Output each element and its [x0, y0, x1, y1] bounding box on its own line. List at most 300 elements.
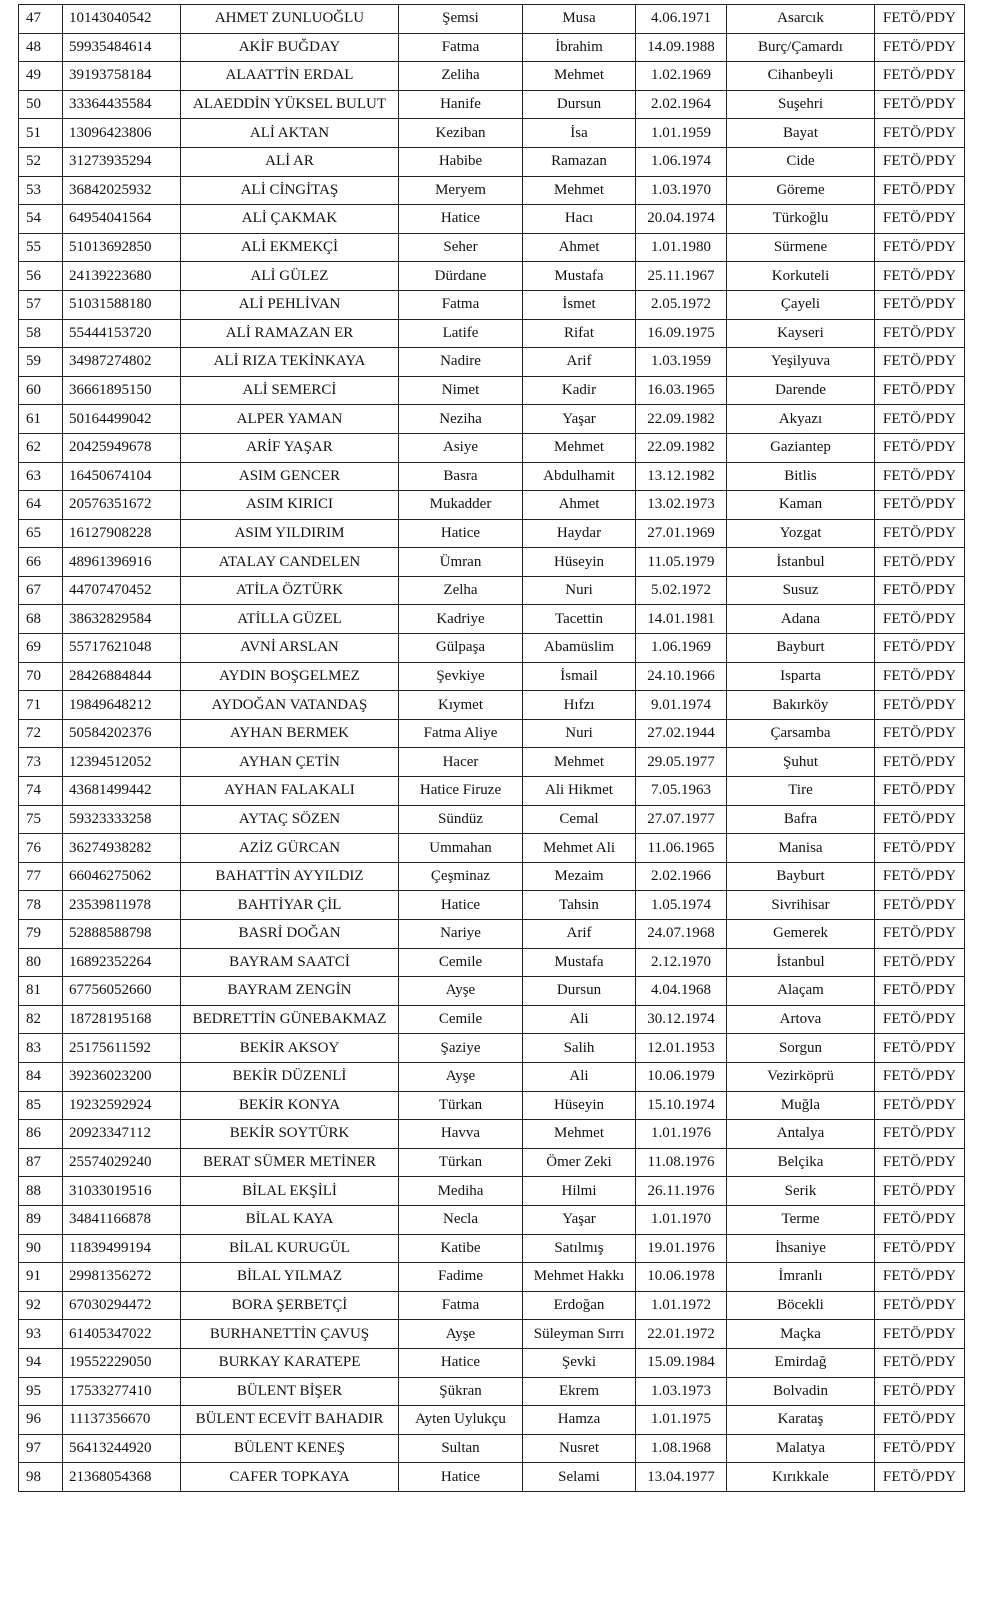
birth-place-cell: Sürmene	[727, 233, 875, 262]
organization-cell: FETÖ/PDY	[875, 119, 965, 148]
table-row	[19, 462, 965, 491]
mother-name-cell: Türkan	[399, 1148, 523, 1177]
birth-place-cell: İhsaniye	[727, 1234, 875, 1263]
row-number-cell: 56	[19, 262, 63, 291]
mother-name-cell: Havva	[399, 1120, 523, 1149]
birth-place-cell: Burç/Çamardı	[727, 33, 875, 62]
organization-cell: FETÖ/PDY	[875, 433, 965, 462]
full-name-cell: ATALAY CANDELEN	[181, 548, 399, 577]
mother-name-cell: Hatice Firuze	[399, 777, 523, 806]
birth-date-cell: 4.04.1968	[636, 977, 727, 1006]
row-number-cell: 54	[19, 205, 63, 234]
table-row	[19, 491, 965, 520]
id-number-cell: 24139223680	[63, 262, 181, 291]
mother-name-cell: Seher	[399, 233, 523, 262]
father-name-cell: Yaşar	[523, 1205, 636, 1234]
birth-place-cell: Kırıkkale	[727, 1463, 875, 1492]
table-row	[19, 948, 965, 977]
birth-date-cell: 22.09.1982	[636, 405, 727, 434]
father-name-cell: Ali Hikmet	[523, 777, 636, 806]
birth-place-cell: Kaman	[727, 491, 875, 520]
table-row	[19, 862, 965, 891]
row-number-cell: 97	[19, 1434, 63, 1463]
table-row	[19, 33, 965, 62]
table-row	[19, 319, 965, 348]
birth-date-cell: 15.09.1984	[636, 1348, 727, 1377]
father-name-cell: İsa	[523, 119, 636, 148]
father-name-cell: Mustafa	[523, 262, 636, 291]
id-number-cell: 59323333258	[63, 805, 181, 834]
birth-place-cell: Terme	[727, 1205, 875, 1234]
row-number-cell: 63	[19, 462, 63, 491]
mother-name-cell: Hatice	[399, 519, 523, 548]
organization-cell: FETÖ/PDY	[875, 691, 965, 720]
table-row	[19, 519, 965, 548]
table-row	[19, 262, 965, 291]
table-row	[19, 1062, 965, 1091]
father-name-cell: Ahmet	[523, 233, 636, 262]
mother-name-cell: Basra	[399, 462, 523, 491]
birth-place-cell: Bolvadin	[727, 1377, 875, 1406]
birth-date-cell: 11.05.1979	[636, 548, 727, 577]
full-name-cell: BEDRETTİN GÜNEBAKMAZ	[181, 1005, 399, 1034]
table-row	[19, 1320, 965, 1349]
full-name-cell: BURKAY KARATEPE	[181, 1348, 399, 1377]
id-number-cell: 18728195168	[63, 1005, 181, 1034]
birth-place-cell: Böcekli	[727, 1291, 875, 1320]
mother-name-cell: Hatice	[399, 1463, 523, 1492]
father-name-cell: Mehmet	[523, 176, 636, 205]
birth-place-cell: Susuz	[727, 576, 875, 605]
father-name-cell: Hüseyin	[523, 548, 636, 577]
full-name-cell: BEKİR SOYTÜRK	[181, 1120, 399, 1149]
full-name-cell: ALİ EKMEKÇİ	[181, 233, 399, 262]
organization-cell: FETÖ/PDY	[875, 1005, 965, 1034]
full-name-cell: AZİZ GÜRCAN	[181, 834, 399, 863]
row-number-cell: 52	[19, 147, 63, 176]
id-number-cell: 10143040542	[63, 5, 181, 34]
table-row	[19, 205, 965, 234]
row-number-cell: 55	[19, 233, 63, 262]
mother-name-cell: Fadime	[399, 1263, 523, 1292]
table-row	[19, 62, 965, 91]
mother-name-cell: Asiye	[399, 433, 523, 462]
row-number-cell: 92	[19, 1291, 63, 1320]
father-name-cell: Arif	[523, 348, 636, 377]
father-name-cell: Mehmet	[523, 1120, 636, 1149]
mother-name-cell: Hanife	[399, 90, 523, 119]
organization-cell: FETÖ/PDY	[875, 33, 965, 62]
mother-name-cell: Hacer	[399, 748, 523, 777]
full-name-cell: BEKİR DÜZENLİ	[181, 1062, 399, 1091]
mother-name-cell: Hatice	[399, 1348, 523, 1377]
father-name-cell: Cemal	[523, 805, 636, 834]
birth-place-cell: Cide	[727, 147, 875, 176]
birth-date-cell: 13.02.1973	[636, 491, 727, 520]
mother-name-cell: Sündüz	[399, 805, 523, 834]
row-number-cell: 91	[19, 1263, 63, 1292]
organization-cell: FETÖ/PDY	[875, 1062, 965, 1091]
father-name-cell: Süleyman Sırrı	[523, 1320, 636, 1349]
birth-date-cell: 20.04.1974	[636, 205, 727, 234]
birth-date-cell: 2.05.1972	[636, 290, 727, 319]
father-name-cell: Arif	[523, 920, 636, 949]
table-row	[19, 1205, 965, 1234]
id-number-cell: 16892352264	[63, 948, 181, 977]
table-row	[19, 1148, 965, 1177]
birth-place-cell: Tire	[727, 777, 875, 806]
father-name-cell: Hacı	[523, 205, 636, 234]
birth-place-cell: Sorgun	[727, 1034, 875, 1063]
row-number-cell: 80	[19, 948, 63, 977]
birth-date-cell: 12.01.1953	[636, 1034, 727, 1063]
birth-place-cell: Bitlis	[727, 462, 875, 491]
full-name-cell: BİLAL EKŞİLİ	[181, 1177, 399, 1206]
birth-date-cell: 30.12.1974	[636, 1005, 727, 1034]
row-number-cell: 88	[19, 1177, 63, 1206]
birth-date-cell: 1.03.1973	[636, 1377, 727, 1406]
father-name-cell: Mehmet	[523, 433, 636, 462]
mother-name-cell: Mukadder	[399, 491, 523, 520]
table-row	[19, 5, 965, 34]
row-number-cell: 48	[19, 33, 63, 62]
id-number-cell: 52888588798	[63, 920, 181, 949]
birth-place-cell: Korkuteli	[727, 262, 875, 291]
table-body	[19, 5, 965, 1492]
birth-date-cell: 16.03.1965	[636, 376, 727, 405]
row-number-cell: 84	[19, 1062, 63, 1091]
mother-name-cell: Meryem	[399, 176, 523, 205]
birth-date-cell: 13.12.1982	[636, 462, 727, 491]
row-number-cell: 76	[19, 834, 63, 863]
table-row	[19, 1005, 965, 1034]
organization-cell: FETÖ/PDY	[875, 891, 965, 920]
id-number-cell: 13096423806	[63, 119, 181, 148]
father-name-cell: Selami	[523, 1463, 636, 1492]
id-number-cell: 19552229050	[63, 1348, 181, 1377]
table-row	[19, 176, 965, 205]
organization-cell: FETÖ/PDY	[875, 290, 965, 319]
father-name-cell: Tahsin	[523, 891, 636, 920]
id-number-cell: 28426884844	[63, 662, 181, 691]
birth-date-cell: 11.08.1976	[636, 1148, 727, 1177]
organization-cell: FETÖ/PDY	[875, 1406, 965, 1435]
id-number-cell: 31033019516	[63, 1177, 181, 1206]
mother-name-cell: Neziha	[399, 405, 523, 434]
organization-cell: FETÖ/PDY	[875, 176, 965, 205]
father-name-cell: Erdoğan	[523, 1291, 636, 1320]
organization-cell: FETÖ/PDY	[875, 1377, 965, 1406]
id-number-cell: 51013692850	[63, 233, 181, 262]
organization-cell: FETÖ/PDY	[875, 977, 965, 1006]
mother-name-cell: Ummahan	[399, 834, 523, 863]
row-number-cell: 51	[19, 119, 63, 148]
row-number-cell: 96	[19, 1406, 63, 1435]
birth-place-cell: Karataş	[727, 1406, 875, 1435]
mother-name-cell: Ayşe	[399, 977, 523, 1006]
row-number-cell: 65	[19, 519, 63, 548]
id-number-cell: 34987274802	[63, 348, 181, 377]
father-name-cell: Hamza	[523, 1406, 636, 1435]
id-number-cell: 17533277410	[63, 1377, 181, 1406]
full-name-cell: BÜLENT BİŞER	[181, 1377, 399, 1406]
row-number-cell: 94	[19, 1348, 63, 1377]
father-name-cell: Mehmet Hakkı	[523, 1263, 636, 1292]
full-name-cell: ALİ CİNGİTAŞ	[181, 176, 399, 205]
organization-cell: FETÖ/PDY	[875, 90, 965, 119]
mother-name-cell: Kıymet	[399, 691, 523, 720]
birth-date-cell: 1.01.1972	[636, 1291, 727, 1320]
birth-date-cell: 1.01.1980	[636, 233, 727, 262]
full-name-cell: BAYRAM SAATCİ	[181, 948, 399, 977]
organization-cell: FETÖ/PDY	[875, 662, 965, 691]
full-name-cell: BORA ŞERBETÇİ	[181, 1291, 399, 1320]
id-number-cell: 38632829584	[63, 605, 181, 634]
row-number-cell: 71	[19, 691, 63, 720]
father-name-cell: Nusret	[523, 1434, 636, 1463]
father-name-cell: Tacettin	[523, 605, 636, 634]
birth-date-cell: 19.01.1976	[636, 1234, 727, 1263]
mother-name-cell: Mediha	[399, 1177, 523, 1206]
organization-cell: FETÖ/PDY	[875, 519, 965, 548]
birth-place-cell: Bafra	[727, 805, 875, 834]
full-name-cell: ALİ GÜLEZ	[181, 262, 399, 291]
full-name-cell: CAFER TOPKAYA	[181, 1463, 399, 1492]
father-name-cell: Dursun	[523, 977, 636, 1006]
mother-name-cell: Çeşminaz	[399, 862, 523, 891]
row-number-cell: 85	[19, 1091, 63, 1120]
birth-date-cell: 27.02.1944	[636, 719, 727, 748]
table-row	[19, 891, 965, 920]
row-number-cell: 81	[19, 977, 63, 1006]
birth-date-cell: 15.10.1974	[636, 1091, 727, 1120]
full-name-cell: ALAATTİN ERDAL	[181, 62, 399, 91]
row-number-cell: 58	[19, 319, 63, 348]
organization-cell: FETÖ/PDY	[875, 1291, 965, 1320]
id-number-cell: 64954041564	[63, 205, 181, 234]
row-number-cell: 47	[19, 5, 63, 34]
organization-cell: FETÖ/PDY	[875, 1463, 965, 1492]
full-name-cell: BAYRAM ZENGİN	[181, 977, 399, 1006]
father-name-cell: Ekrem	[523, 1377, 636, 1406]
father-name-cell: Dursun	[523, 90, 636, 119]
mother-name-cell: Ayten Uylukçu	[399, 1406, 523, 1435]
father-name-cell: Şevki	[523, 1348, 636, 1377]
birth-date-cell: 24.07.1968	[636, 920, 727, 949]
birth-place-cell: Serik	[727, 1177, 875, 1206]
table-row	[19, 1234, 965, 1263]
organization-cell: FETÖ/PDY	[875, 1263, 965, 1292]
organization-cell: FETÖ/PDY	[875, 920, 965, 949]
table-row	[19, 1291, 965, 1320]
birth-place-cell: Bayat	[727, 119, 875, 148]
full-name-cell: ASIM GENCER	[181, 462, 399, 491]
table-row	[19, 719, 965, 748]
birth-place-cell: Kayseri	[727, 319, 875, 348]
mother-name-cell: Fatma	[399, 290, 523, 319]
organization-cell: FETÖ/PDY	[875, 1148, 965, 1177]
id-number-cell: 44707470452	[63, 576, 181, 605]
mother-name-cell: Kadriye	[399, 605, 523, 634]
birth-place-cell: Cihanbeyli	[727, 62, 875, 91]
table-row	[19, 348, 965, 377]
father-name-cell: Mustafa	[523, 948, 636, 977]
organization-cell: FETÖ/PDY	[875, 147, 965, 176]
id-number-cell: 50164499042	[63, 405, 181, 434]
father-name-cell: Hilmi	[523, 1177, 636, 1206]
full-name-cell: BÜLENT ECEVİT BAHADIR	[181, 1406, 399, 1435]
row-number-cell: 86	[19, 1120, 63, 1149]
row-number-cell: 72	[19, 719, 63, 748]
mother-name-cell: Şemsi	[399, 5, 523, 34]
birth-place-cell: Adana	[727, 605, 875, 634]
birth-place-cell: Bayburt	[727, 862, 875, 891]
birth-place-cell: İmranlı	[727, 1263, 875, 1292]
father-name-cell: Nuri	[523, 576, 636, 605]
table-row	[19, 433, 965, 462]
birth-place-cell: İstanbul	[727, 548, 875, 577]
organization-cell: FETÖ/PDY	[875, 948, 965, 977]
father-name-cell: Musa	[523, 5, 636, 34]
birth-date-cell: 9.01.1974	[636, 691, 727, 720]
mother-name-cell: Gülpaşa	[399, 634, 523, 663]
organization-cell: FETÖ/PDY	[875, 205, 965, 234]
mother-name-cell: Habibe	[399, 147, 523, 176]
birth-place-cell: Suşehri	[727, 90, 875, 119]
birth-place-cell: Yozgat	[727, 519, 875, 548]
full-name-cell: ATİLA ÖZTÜRK	[181, 576, 399, 605]
birth-date-cell: 2.02.1964	[636, 90, 727, 119]
mother-name-cell: Türkan	[399, 1091, 523, 1120]
birth-date-cell: 29.05.1977	[636, 748, 727, 777]
id-number-cell: 39193758184	[63, 62, 181, 91]
full-name-cell: AYHAN ÇETİN	[181, 748, 399, 777]
birth-place-cell: Çarsamba	[727, 719, 875, 748]
birth-date-cell: 26.11.1976	[636, 1177, 727, 1206]
birth-date-cell: 1.03.1959	[636, 348, 727, 377]
mother-name-cell: Dürdane	[399, 262, 523, 291]
organization-cell: FETÖ/PDY	[875, 777, 965, 806]
table-row	[19, 90, 965, 119]
table-row	[19, 405, 965, 434]
birth-date-cell: 1.01.1975	[636, 1406, 727, 1435]
id-number-cell: 50584202376	[63, 719, 181, 748]
full-name-cell: ALİ SEMERCİ	[181, 376, 399, 405]
row-number-cell: 87	[19, 1148, 63, 1177]
birth-place-cell: Yeşilyuva	[727, 348, 875, 377]
birth-date-cell: 10.06.1979	[636, 1062, 727, 1091]
mother-name-cell: Hatice	[399, 891, 523, 920]
father-name-cell: Ramazan	[523, 147, 636, 176]
id-number-cell: 20576351672	[63, 491, 181, 520]
full-name-cell: AYHAN FALAKALI	[181, 777, 399, 806]
row-number-cell: 83	[19, 1034, 63, 1063]
full-name-cell: AKİF BUĞDAY	[181, 33, 399, 62]
birth-place-cell: Türkoğlu	[727, 205, 875, 234]
id-number-cell: 23539811978	[63, 891, 181, 920]
table-row	[19, 634, 965, 663]
id-number-cell: 36661895150	[63, 376, 181, 405]
full-name-cell: ALİ ÇAKMAK	[181, 205, 399, 234]
birth-place-cell: Antalya	[727, 1120, 875, 1149]
table-row	[19, 834, 965, 863]
birth-date-cell: 7.05.1963	[636, 777, 727, 806]
father-name-cell: Haydar	[523, 519, 636, 548]
id-number-cell: 67756052660	[63, 977, 181, 1006]
birth-date-cell: 1.01.1970	[636, 1205, 727, 1234]
birth-date-cell: 27.07.1977	[636, 805, 727, 834]
id-number-cell: 16450674104	[63, 462, 181, 491]
organization-cell: FETÖ/PDY	[875, 748, 965, 777]
full-name-cell: ALPER YAMAN	[181, 405, 399, 434]
father-name-cell: Mezaim	[523, 862, 636, 891]
table-row	[19, 1091, 965, 1120]
father-name-cell: Ali	[523, 1062, 636, 1091]
birth-date-cell: 1.01.1976	[636, 1120, 727, 1149]
birth-date-cell: 1.05.1974	[636, 891, 727, 920]
organization-cell: FETÖ/PDY	[875, 233, 965, 262]
full-name-cell: AVNİ ARSLAN	[181, 634, 399, 663]
organization-cell: FETÖ/PDY	[875, 405, 965, 434]
mother-name-cell: Zelha	[399, 576, 523, 605]
table-row	[19, 777, 965, 806]
table-row	[19, 1348, 965, 1377]
birth-place-cell: Şuhut	[727, 748, 875, 777]
id-number-cell: 51031588180	[63, 290, 181, 319]
id-number-cell: 29981356272	[63, 1263, 181, 1292]
father-name-cell: Mehmet	[523, 62, 636, 91]
birth-place-cell: Muğla	[727, 1091, 875, 1120]
id-number-cell: 55444153720	[63, 319, 181, 348]
id-number-cell: 11839499194	[63, 1234, 181, 1263]
table-row	[19, 1434, 965, 1463]
row-number-cell: 78	[19, 891, 63, 920]
row-number-cell: 57	[19, 290, 63, 319]
row-number-cell: 49	[19, 62, 63, 91]
father-name-cell: Yaşar	[523, 405, 636, 434]
table-row	[19, 805, 965, 834]
full-name-cell: BASRİ DOĞAN	[181, 920, 399, 949]
full-name-cell: ALİ AKTAN	[181, 119, 399, 148]
table-row	[19, 290, 965, 319]
full-name-cell: AYDIN BOŞGELMEZ	[181, 662, 399, 691]
organization-cell: FETÖ/PDY	[875, 462, 965, 491]
id-number-cell: 48961396916	[63, 548, 181, 577]
row-number-cell: 62	[19, 433, 63, 462]
birth-place-cell: Bayburt	[727, 634, 875, 663]
birth-place-cell: Artova	[727, 1005, 875, 1034]
mother-name-cell: Ümran	[399, 548, 523, 577]
full-name-cell: ALİ AR	[181, 147, 399, 176]
id-number-cell: 21368054368	[63, 1463, 181, 1492]
organization-cell: FETÖ/PDY	[875, 1091, 965, 1120]
mother-name-cell: Cemile	[399, 1005, 523, 1034]
full-name-cell: ASIM YILDIRIM	[181, 519, 399, 548]
row-number-cell: 90	[19, 1234, 63, 1263]
birth-date-cell: 11.06.1965	[636, 834, 727, 863]
row-number-cell: 98	[19, 1463, 63, 1492]
birth-place-cell: Alaçam	[727, 977, 875, 1006]
birth-place-cell: Gemerek	[727, 920, 875, 949]
id-number-cell: 67030294472	[63, 1291, 181, 1320]
birth-date-cell: 22.01.1972	[636, 1320, 727, 1349]
father-name-cell: Ali	[523, 1005, 636, 1034]
birth-date-cell: 1.03.1970	[636, 176, 727, 205]
full-name-cell: ALİ RAMAZAN ER	[181, 319, 399, 348]
full-name-cell: ARİF YAŞAR	[181, 433, 399, 462]
organization-cell: FETÖ/PDY	[875, 805, 965, 834]
id-number-cell: 20425949678	[63, 433, 181, 462]
